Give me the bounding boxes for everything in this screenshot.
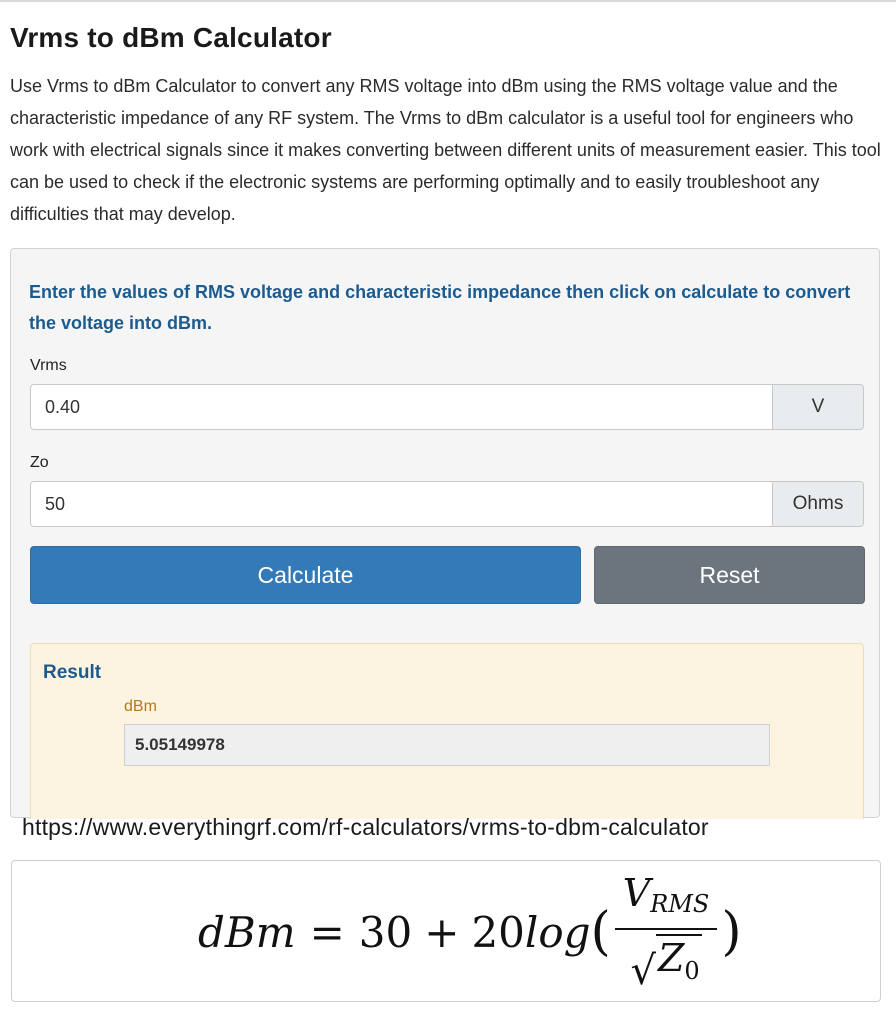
formula-log: log	[524, 907, 591, 957]
denominator-var: Z	[657, 936, 685, 980]
radicand	[656, 934, 702, 993]
zo-input-group	[30, 481, 864, 527]
sqrt-icon: √	[630, 948, 656, 994]
result-title: Result	[43, 662, 102, 683]
page-title: Vrms to dBm Calculator	[10, 22, 332, 53]
zo-unit-addon: Ohms	[772, 481, 864, 527]
numerator-var: V	[622, 871, 651, 915]
dbm-formula	[198, 871, 742, 994]
formula-close-paren: )	[721, 902, 742, 962]
calculate-button[interactable]: Calculate	[30, 546, 581, 604]
formula-fraction	[615, 871, 718, 993]
formula-equals: =	[309, 907, 345, 957]
denominator-sub: 0	[684, 957, 700, 985]
formula-box	[11, 860, 881, 1002]
result-dbm-label: dBm	[124, 698, 157, 715]
vrms-label: Vrms	[30, 357, 67, 374]
formula-constant: 30	[358, 907, 413, 957]
calculator-card	[10, 248, 880, 818]
formula-coefficient: 20	[471, 907, 525, 957]
formula-lhs: dBm	[198, 907, 296, 957]
reset-button[interactable]: Reset	[594, 546, 865, 604]
vrms-input[interactable]	[30, 384, 772, 430]
result-dbm-output[interactable]: 5.05149978	[124, 724, 770, 766]
source-url: https://www.everythingrf.com/rf-calculators/vrms-to-dbm-calculator	[22, 814, 709, 840]
top-divider	[0, 0, 896, 2]
formula-denominator	[622, 930, 709, 993]
vrms-unit-addon: V	[772, 384, 864, 430]
formula-open-paren: (	[590, 902, 611, 962]
intro-paragraph: Use Vrms to dBm Calculator to convert any RMS voltage into dBm using the RMS voltage value and the characteristic impedance of any RF system. The Vrms to dBm calculator is a useful tool for engineers who work with electrical signals since it makes converting between different units of measurement easier. This tool can be used to check if the electronic systems are performing optimally and to easily troubleshoot any difficulties that may develop.	[10, 76, 881, 224]
result-panel	[30, 643, 864, 819]
zo-label: Zo	[30, 454, 49, 471]
calculator-instruction: Enter the values of RMS voltage and characteristic impedance then click on calculate to convert the voltage into dBm.	[29, 282, 851, 333]
zo-input[interactable]	[30, 481, 772, 527]
formula-numerator	[615, 871, 718, 930]
formula-plus: +	[424, 907, 460, 957]
numerator-sub: RMS	[650, 890, 710, 918]
vrms-input-group	[30, 384, 864, 430]
